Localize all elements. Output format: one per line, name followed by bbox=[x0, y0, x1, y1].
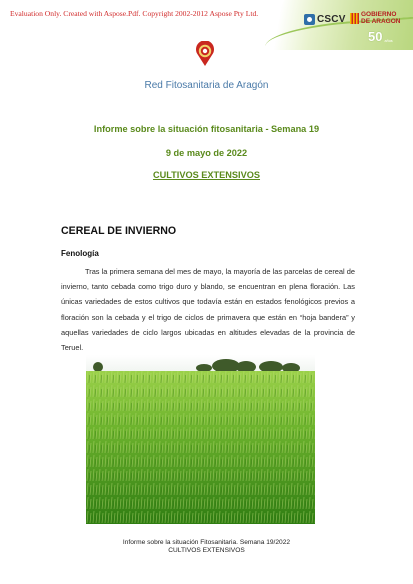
cscv-logo bbox=[304, 13, 346, 25]
anniversary-caption: años bbox=[384, 39, 393, 43]
crop-heading: CEREAL DE INVIERNO bbox=[61, 225, 177, 237]
gobierno-logo-line-2: DE ARAGON bbox=[361, 17, 401, 25]
green-cereal-field-photo bbox=[86, 355, 315, 524]
gobierno-logo-text bbox=[361, 12, 400, 25]
report-date: 9 de mayo de 2022 bbox=[165, 148, 248, 158]
cscv-logo-text: CSCV bbox=[317, 13, 346, 25]
anniversary-logo bbox=[368, 30, 406, 43]
gobierno-logo-line-1: GOBIERNO bbox=[361, 11, 397, 18]
phenology-subheading: Fenología bbox=[61, 249, 99, 258]
page-footer bbox=[0, 539, 413, 555]
cscv-logo-icon bbox=[304, 14, 315, 25]
red-circular-emblem-icon bbox=[194, 41, 216, 67]
footer-line-2: CULTIVOS EXTENSIVOS bbox=[168, 547, 245, 554]
report-section: CULTIVOS EXTENSIVOS bbox=[152, 170, 261, 180]
network-name: Red Fitosanitaria de Aragón bbox=[144, 80, 269, 91]
footer-line-1: Informe sobre la situación Fitosanitaria. Semana 19/2022 bbox=[122, 539, 291, 546]
gobierno-aragon-logo bbox=[350, 12, 400, 25]
evaluation-watermark: Evaluation Only. Created with Aspose.Pdf. Copyright 2002-2012 Aspose Pty Ltd. bbox=[10, 9, 259, 18]
aragon-flag-icon bbox=[350, 13, 359, 24]
anniversary-number: 50 bbox=[368, 29, 383, 44]
report-title: Informe sobre la situación fitosanitaria - Semana 19 bbox=[93, 124, 320, 134]
phenology-paragraph: Tras la primera semana del mes de mayo, la mayoría de las parcelas de cereal de invierno, tanto cebada como trigo duro y blando, se encuentran en plena floración. Las únicas variedades de estos cultivos que todavía están en estados fenológicos previos a floración son la cebada y el trigo de ciclos de primavera que están en “hoja bandera” y aquellas variedades de ciclo largos ubicadas en altitudes elevadas de la provincia de Teruel. bbox=[61, 267, 355, 353]
